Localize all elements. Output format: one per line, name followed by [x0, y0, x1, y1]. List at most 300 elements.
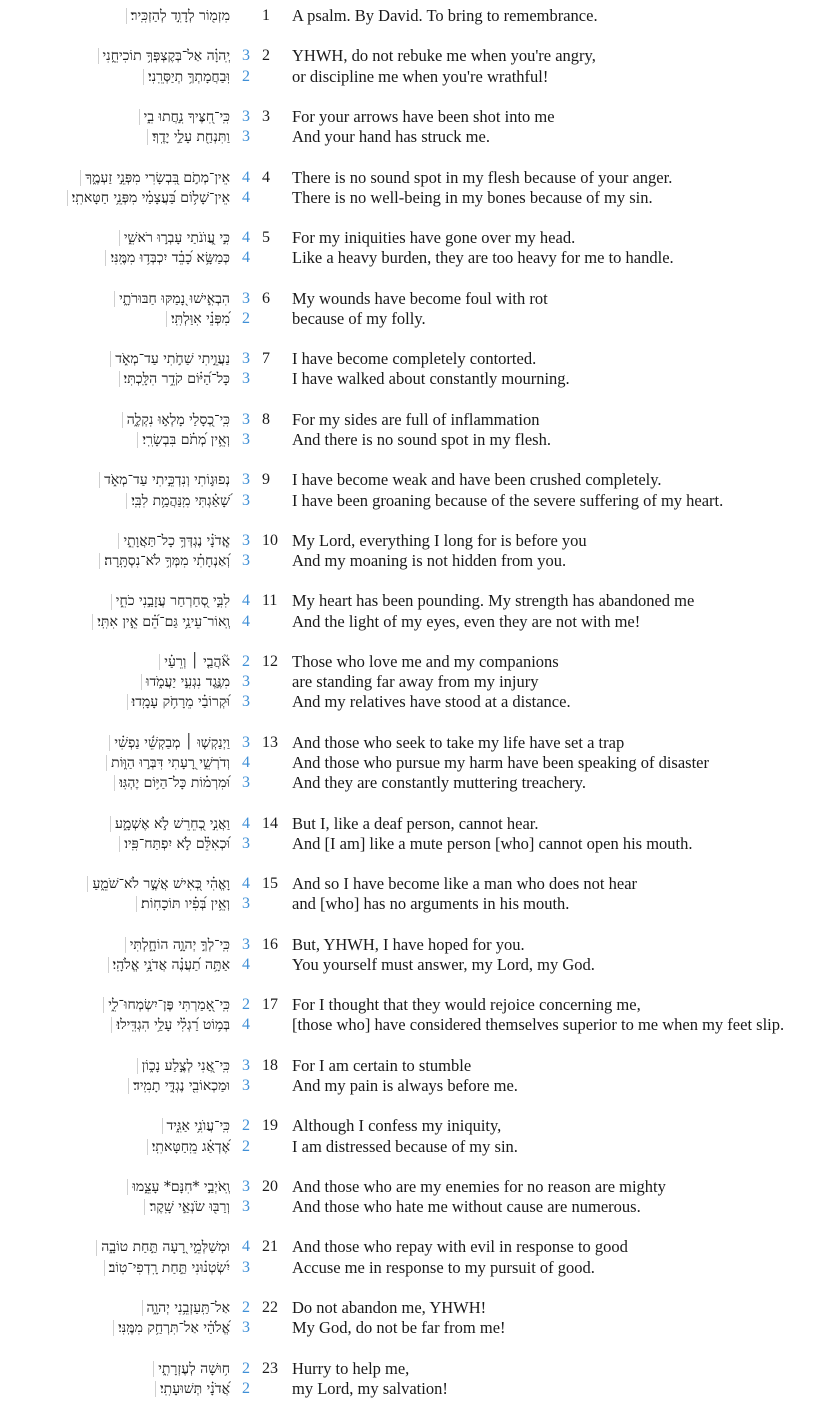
hebrew-line: [0, 6, 230, 26]
english-translation-line: You yourself must answer, my Lord, my God.: [292, 954, 595, 974]
hebrew-column: [0, 1056, 230, 1096]
hebrew-text: כָּל־הַ֝יּ֗וֹם קֹדֵ֥ר הִלָּֽכְתִּי׃: [123, 371, 230, 388]
hebrew-line: [0, 1137, 230, 1157]
verse-number-column: [262, 228, 292, 268]
hebrew-column: [0, 46, 230, 86]
english-column: [292, 228, 825, 268]
verse-number: 3: [262, 107, 270, 125]
syllable-count: 2: [242, 1299, 250, 1316]
hebrew-line: [0, 733, 230, 753]
english-column: [292, 591, 825, 631]
hebrew-column: [0, 652, 230, 713]
verse-number-column: [262, 6, 292, 26]
hebrew-text: וְֽאֹיְבַ֣י *חִנָּם* עָצֵ֑מוּ: [132, 1178, 230, 1195]
verse-number-column: [262, 470, 292, 510]
hebrew-line: [0, 1177, 230, 1197]
colon-divider: [119, 230, 120, 246]
english-column: [292, 410, 825, 450]
syllable-count-column: [230, 168, 262, 208]
colon-divider: [147, 129, 148, 145]
verse-number: 12: [262, 653, 278, 670]
english-translation-line: Those who love me and my companions: [292, 652, 559, 671]
syllable-count: 3: [242, 552, 250, 570]
hebrew-text: יְֽהוָ֗ה אַל־בְּקֶצְפְּךָ֥ תוֹכִיחֵ֑נִי: [102, 48, 230, 65]
verse-number-column: [262, 1177, 292, 1217]
hebrew-line: [0, 470, 230, 490]
colon-divider: [141, 674, 142, 690]
verse-block: [0, 228, 825, 268]
syllable-count: 4: [242, 168, 250, 186]
colon-divider: [119, 371, 120, 387]
hebrew-column: [0, 935, 230, 975]
english-translation-line: because of my folly.: [292, 308, 426, 328]
english-translation-line: I have walked about constantly mourning.: [292, 369, 570, 389]
syllable-count: 4: [242, 875, 250, 893]
hebrew-line: [0, 289, 230, 309]
english-column: [292, 814, 825, 854]
colon-divider: [125, 937, 126, 953]
english-translation-line: I am distressed because of my sin.: [292, 1136, 518, 1156]
hebrew-text: וּֽבַחֲמָתְךָ֥ תְיַסְּרֵֽנִי׃: [147, 68, 230, 85]
colon-divider: [106, 755, 107, 771]
verse-block: [0, 1177, 825, 1217]
hebrew-text: הִבְאִ֣ישׁוּ נָ֭מַקּוּ חַבּוּרֹתָ֑י: [119, 290, 230, 307]
hebrew-line: [0, 591, 230, 611]
syllable-count-column: [230, 814, 262, 854]
verse-number: 18: [262, 1056, 278, 1074]
hebrew-column: [0, 1177, 230, 1217]
syllable-count: 3: [242, 531, 250, 549]
hebrew-line: [0, 1116, 230, 1136]
verse-number: 7: [262, 350, 270, 368]
colon-divider: [144, 1199, 145, 1215]
english-column: [292, 874, 825, 914]
colon-divider: [87, 876, 88, 892]
hebrew-text: וָאֱהִ֗י כְּ֭אִישׁ אֲשֶׁ֣ר לֹא־שֹׁמֵ֑עַ: [92, 876, 230, 893]
verse-number-column: [262, 531, 292, 571]
english-translation-line: And my pain is always before me.: [292, 1075, 518, 1095]
hebrew-text: בְּמ֥וֹט רַ֝גְלִ֗י עָלַ֥י הִגְדִּֽילוּ׃: [116, 1017, 230, 1034]
english-translation-line: And your hand has struck me.: [292, 127, 490, 147]
verse-number: 14: [262, 814, 278, 832]
english-translation-line: And there is no sound spot in my flesh.: [292, 429, 551, 449]
verse-number: 20: [262, 1177, 278, 1195]
verse-number-column: [262, 733, 292, 794]
verse-block: [0, 168, 825, 208]
syllable-count: 2: [242, 1117, 250, 1135]
syllable-count: 4: [242, 612, 250, 630]
hebrew-line: [0, 430, 230, 450]
hebrew-column: [0, 228, 230, 268]
syllable-count-column: [230, 46, 262, 86]
syllable-count: 3: [242, 47, 250, 65]
colon-divider: [119, 836, 120, 852]
verse-number: 11: [262, 592, 278, 610]
english-column: [292, 1359, 825, 1399]
syllable-count: 3: [242, 774, 250, 792]
english-translation-line: And so I have become like a man who does not hear: [292, 874, 638, 894]
hebrew-line: [0, 551, 230, 571]
colon-divider: [99, 553, 100, 569]
verse-number: 22: [262, 1299, 278, 1316]
colon-divider: [104, 1260, 105, 1276]
english-column: [292, 733, 825, 794]
syllable-count: 4: [242, 1016, 250, 1034]
syllable-count-column: [230, 591, 262, 631]
verse-number: 4: [262, 168, 270, 186]
hebrew-line: [0, 46, 230, 66]
hebrew-line: [0, 894, 230, 914]
colon-divider: [153, 1361, 154, 1377]
syllable-count: 3: [242, 410, 250, 428]
syllable-count: 4: [242, 1238, 250, 1256]
hebrew-line: [0, 652, 230, 672]
verse-number: 16: [262, 935, 278, 953]
syllable-count: 3: [242, 1177, 250, 1195]
syllable-count: 3: [242, 350, 250, 368]
colon-divider: [127, 694, 128, 710]
english-column: [292, 470, 825, 510]
hebrew-text: כִּֽי־כְ֭סָלַי מָלְא֣וּ נִקְלֶ֑ה: [126, 411, 230, 428]
verse-block: [0, 470, 825, 510]
syllable-count-column: [230, 470, 262, 510]
syllable-count: 3: [242, 1076, 250, 1094]
verse-number-column: [262, 410, 292, 450]
syllable-count-column: [230, 289, 262, 329]
syllable-count-column: [230, 107, 262, 147]
hebrew-column: [0, 733, 230, 794]
verse-block: [0, 1359, 825, 1399]
verse-number: 10: [262, 531, 278, 549]
colon-divider: [80, 170, 81, 186]
english-column: [292, 289, 825, 329]
english-translation-line: YHWH, do not rebuke me when you're angry,: [292, 46, 596, 66]
colon-divider: [139, 109, 140, 125]
colon-divider: [105, 250, 106, 266]
verse-number: 5: [262, 229, 270, 247]
english-column: [292, 1056, 825, 1096]
english-column: [292, 349, 825, 389]
english-column: [292, 531, 825, 571]
english-translation-line: And my relatives have stood at a distance.: [292, 692, 571, 712]
colon-divider: [122, 412, 123, 428]
english-translation-line: And those who pursue my harm have been speaking of disaster: [292, 752, 709, 772]
hebrew-text: מִנֶּ֣גֶד נִגְעִ֣י יַעֲמֹ֑דוּ: [145, 674, 230, 691]
syllable-count: 4: [242, 592, 250, 610]
hebrew-line: [0, 874, 230, 894]
hebrew-text: וַאֲנִ֣י כְ֭חֵרֵשׁ לֹ֣א אֶשְׁמָ֑ע: [115, 815, 230, 832]
english-column: [292, 1116, 825, 1156]
hebrew-column: [0, 6, 230, 26]
hebrew-line: [0, 955, 230, 975]
syllable-count: 3: [242, 693, 250, 711]
hebrew-column: [0, 107, 230, 147]
colon-divider: [118, 533, 119, 549]
english-translation-line: For your arrows have been shot into me: [292, 106, 555, 126]
verse-number: 23: [262, 1359, 278, 1377]
colon-divider: [126, 493, 127, 509]
english-translation-line: And those who seek to take my life have set a trap: [292, 732, 625, 752]
hebrew-text: מִזְמ֖וֹר לְדָוִ֣ד לְהַזְכִּֽיר׃: [130, 8, 230, 24]
hebrew-line: [0, 1237, 230, 1257]
syllable-count: 3: [242, 733, 250, 751]
hebrew-line: [0, 188, 230, 208]
hebrew-line: [0, 107, 230, 127]
verse-number-column: [262, 1298, 292, 1338]
verse-block: [0, 995, 825, 1035]
verse-block: [0, 591, 825, 631]
hebrew-text: אֱ֝לֹהַ֗י אַל־תִּרְחַ֥ק מִמֶּֽנִּי׃: [118, 1320, 230, 1337]
syllable-count: 2: [242, 67, 250, 85]
colon-divider: [114, 775, 115, 791]
verse-number-column: [262, 814, 292, 854]
colon-divider: [113, 1320, 114, 1336]
syllable-count: 3: [242, 935, 250, 953]
hebrew-column: [0, 1237, 230, 1277]
hebrew-text: כִּ֣י עֲ֭וֺנֹתַי עָבְר֣וּ רֹאשִׁ֑י: [123, 230, 230, 247]
hebrew-text: אַתָּ֥ה תַ֝עֲנֶ֗ה אֲדֹנָ֥י אֱלֹהָֽי׃: [112, 956, 230, 973]
english-translation-line: Hurry to help me,: [292, 1358, 410, 1378]
verse-block: [0, 733, 825, 794]
syllable-count: 2: [242, 1359, 250, 1377]
verse-number-column: [262, 1237, 292, 1277]
syllable-count-column: [230, 1237, 262, 1277]
hebrew-column: [0, 591, 230, 631]
english-translation-line: and [who] has no arguments in his mouth.: [292, 894, 570, 914]
english-translation-line: My wounds have become foul with rot: [292, 288, 548, 308]
english-translation-line: But, YHWH, I have hoped for you.: [292, 934, 525, 954]
colon-divider: [127, 1179, 128, 1195]
hebrew-text: נְפוּג֣וֹתִי וְנִדְכֵּ֣יתִי עַד־מְאֹ֑ד: [104, 472, 230, 489]
syllable-count: [230, 6, 262, 26]
syllable-count-column: [230, 6, 262, 26]
syllable-count: 3: [242, 107, 250, 125]
syllable-count: 3: [242, 1056, 250, 1074]
colon-divider: [137, 432, 138, 448]
syllable-count: 2: [242, 996, 250, 1014]
syllable-count-column: [230, 1359, 262, 1399]
hebrew-text: וַתִּנְחַ֖ת עָלַ֣י יָדֶֽךָ׃: [152, 129, 230, 146]
verse-block: [0, 6, 825, 26]
verse-number: 8: [262, 410, 270, 428]
syllable-count: 2: [242, 653, 250, 670]
english-column: [292, 995, 825, 1035]
hebrew-text: אֵין־שָׁל֥וֹם בַּ֝עֲצָמַ֗י מִפְּנֵ֥י חַטָּאתִֽי׃: [71, 189, 230, 206]
syllable-count: 2: [242, 1137, 250, 1155]
verse-block: [0, 1116, 825, 1156]
hebrew-column: [0, 168, 230, 208]
hebrew-text: אֲֽדֹנָ֗י נֶגְדְּךָ֥ כָל־תַּאֲוָתִ֑י: [123, 532, 230, 549]
english-translation-line: For I thought that they would rejoice concerning me,: [292, 995, 641, 1015]
hebrew-line: [0, 995, 230, 1015]
verse-block: [0, 1237, 825, 1277]
english-column: [292, 6, 825, 26]
verse-block: [0, 46, 825, 86]
colon-divider: [166, 311, 167, 327]
verse-number: 1: [262, 7, 270, 24]
hebrew-line: [0, 692, 230, 712]
colon-divider: [114, 291, 115, 307]
colon-divider: [98, 48, 99, 64]
verse-block: [0, 935, 825, 975]
hebrew-text: כִּֽי־לְךָ֣ יְהוָ֣ה הוֹחָ֑לְתִּי: [129, 936, 230, 953]
hebrew-column: [0, 1359, 230, 1399]
english-column: [292, 652, 825, 713]
colon-divider: [137, 1058, 138, 1074]
english-translation-line: My Lord, everything I long for is before you: [292, 530, 587, 550]
verse-number-column: [262, 46, 292, 86]
english-translation-line: And the light of my eyes, even they are not with me!: [292, 611, 641, 631]
english-column: [292, 168, 825, 208]
hebrew-column: [0, 289, 230, 329]
colon-divider: [155, 1381, 156, 1397]
syllable-count-column: [230, 349, 262, 389]
english-translation-line: I have become weak and have been crushed completely.: [292, 470, 662, 490]
syllable-count-column: [230, 733, 262, 794]
english-translation-line: I have become completely contorted.: [292, 349, 537, 369]
syllable-count: 3: [242, 289, 250, 307]
hebrew-line: [0, 127, 230, 147]
verse-block: [0, 1056, 825, 1096]
verse-number-column: [262, 168, 292, 208]
colon-divider: [128, 1078, 129, 1094]
hebrew-text: אֵין־מְתֹ֣ם בִּ֭בְשָׂרִי מִפְּנֵ֣י זַעְמֶ֑ךָ: [85, 169, 230, 186]
colon-divider: [99, 472, 100, 488]
hebrew-line: [0, 753, 230, 773]
english-translation-line: My heart has been pounding. My strength has abandoned me: [292, 591, 695, 611]
syllable-count: 3: [242, 1198, 250, 1216]
hebrew-line: [0, 1359, 230, 1379]
syllable-count: 4: [242, 229, 250, 247]
hebrew-column: [0, 814, 230, 854]
hebrew-text: לִבִּ֣י סְ֭חַרְחַר עֲזָבַ֣נִי כֹחִ֑י: [115, 593, 230, 610]
verse-number-column: [262, 652, 292, 713]
verse-number-column: [262, 349, 292, 389]
hebrew-line: [0, 935, 230, 955]
hebrew-line: [0, 410, 230, 430]
colon-divider: [67, 190, 68, 206]
hebrew-text: אֲ֝דֹנָ֗י תְּשׁוּעָתִֽי׃: [160, 1380, 230, 1397]
verse-number: 2: [262, 47, 270, 65]
colon-divider: [162, 1118, 163, 1134]
syllable-count: 3: [242, 673, 250, 691]
colon-divider: [136, 896, 137, 912]
hebrew-text: וּ֝קְרוֹבַ֗י מֵרָחֹ֥ק עָמָֽדוּ׃: [131, 694, 230, 711]
english-translation-line: [those who] have considered themselves superior to me when my feet slip.: [292, 1015, 785, 1035]
english-column: [292, 107, 825, 147]
hebrew-text: שָׁ֝אַ֗גְתִּי מִֽנַּהֲמַ֥ת לִבִּֽי׃: [131, 492, 230, 509]
syllable-count: 3: [242, 491, 250, 509]
verse-block: [0, 1298, 825, 1338]
syllable-count-column: [230, 1116, 262, 1156]
english-translation-line: For my sides are full of inflammation: [292, 409, 540, 429]
hebrew-text: כִּֽי־עֲוֺנִ֥י אַגִּ֑יד: [166, 1118, 230, 1135]
verse-number-column: [262, 935, 292, 975]
colon-divider: [110, 351, 111, 367]
colon-divider: [109, 735, 110, 751]
english-translation-line: or discipline me when you're wrathful!: [292, 66, 549, 86]
hebrew-text: אֶ֝דְאַ֗ג מֵֽחַטָּאתִֽי׃: [151, 1138, 230, 1155]
syllable-count: 4: [242, 188, 250, 206]
hebrew-line: [0, 1298, 230, 1318]
syllable-count: 2: [242, 309, 250, 327]
hebrew-text: כִּֽי־חִ֭צֶּיךָ נִ֣חֲתוּ בִ֑י: [143, 108, 230, 125]
syllable-count-column: [230, 1177, 262, 1217]
hebrew-text: וּ֝כְאִלֵּ֗ם לֹ֣א יִפְתַּח־פִּֽיו׃: [124, 835, 230, 852]
syllable-count-column: [230, 874, 262, 914]
syllable-count-column: [230, 228, 262, 268]
syllable-count: 3: [242, 471, 250, 489]
hebrew-text: וְ֝אַנְחָתִ֗י מִמְּךָ֥ לֹא־נִסְתָּֽרָה׃: [104, 553, 230, 570]
colon-divider: [108, 957, 109, 973]
verse-number: 21: [262, 1238, 278, 1256]
syllable-count: 2: [242, 1379, 250, 1397]
verse-number: 15: [262, 875, 278, 893]
english-translation-line: There is no well-being in my bones because of my sin.: [292, 187, 653, 207]
hebrew-text: כִּֽי־אָ֭מַרְתִּי פֶּן־יִשְׂמְחוּ־לִ֑י: [108, 997, 230, 1014]
hebrew-line: [0, 67, 230, 87]
hebrew-line: [0, 672, 230, 692]
verse-number-column: [262, 1056, 292, 1096]
syllable-count: 3: [242, 834, 250, 852]
verse-block: [0, 289, 825, 329]
english-translation-line: Like a heavy burden, they are too heavy for me to handle.: [292, 248, 674, 268]
syllable-count-column: [230, 531, 262, 571]
english-translation-line: I have been groaning because of the severe suffering of my heart.: [292, 490, 724, 510]
hebrew-text: נַעֲוֵ֣יתִי שַׁחֹ֣תִי עַד־מְאֹ֑ד: [115, 351, 230, 368]
english-translation-line: And those who repay with evil in response to good: [292, 1237, 628, 1257]
hebrew-text: וְאֵ֥ין מְ֝תֹ֗ם בִּבְשָׂרִֽי׃: [142, 431, 230, 448]
verse-number: 6: [262, 289, 270, 307]
syllable-count: 3: [242, 128, 250, 146]
syllable-count: 4: [242, 753, 250, 771]
syllable-count-column: [230, 1056, 262, 1096]
hebrew-line: [0, 612, 230, 632]
syllable-count: 3: [242, 895, 250, 913]
hebrew-text: אַל־תַּֽעַזְבֵ֥נִי יְהוָ֑ה: [146, 1300, 230, 1316]
hebrew-line: [0, 1015, 230, 1035]
syllable-count-column: [230, 935, 262, 975]
hebrew-line: [0, 491, 230, 511]
hebrew-line: [0, 531, 230, 551]
english-translation-line: For I am certain to stumble: [292, 1055, 472, 1075]
hebrew-line: [0, 814, 230, 834]
hebrew-line: [0, 248, 230, 268]
hebrew-line: [0, 773, 230, 793]
english-translation-line: are standing far away from my injury: [292, 672, 539, 692]
english-translation-line: And they are constantly muttering treachery.: [292, 773, 586, 793]
hebrew-line: [0, 309, 230, 329]
colon-divider: [110, 816, 111, 832]
hebrew-line: [0, 1076, 230, 1096]
hebrew-column: [0, 470, 230, 510]
syllable-count-column: [230, 995, 262, 1035]
hebrew-line: [0, 1258, 230, 1278]
syllable-count: 4: [242, 814, 250, 832]
hebrew-column: [0, 995, 230, 1035]
hebrew-text: כִּֽי־אֲ֭נִי לְצֶ֣לַע נָכ֑וֹן: [141, 1057, 230, 1074]
colon-divider: [147, 1139, 148, 1155]
hebrew-line: [0, 369, 230, 389]
hebrew-line: [0, 834, 230, 854]
english-translation-line: There is no sound spot in my flesh because of your anger.: [292, 167, 673, 187]
verse-number-column: [262, 874, 292, 914]
english-column: [292, 1298, 825, 1338]
english-translation-line: A psalm. By David. To bring to remembrance.: [292, 6, 598, 25]
verse-number: 19: [262, 1117, 278, 1135]
verse-block: [0, 814, 825, 854]
verse-block: [0, 107, 825, 147]
